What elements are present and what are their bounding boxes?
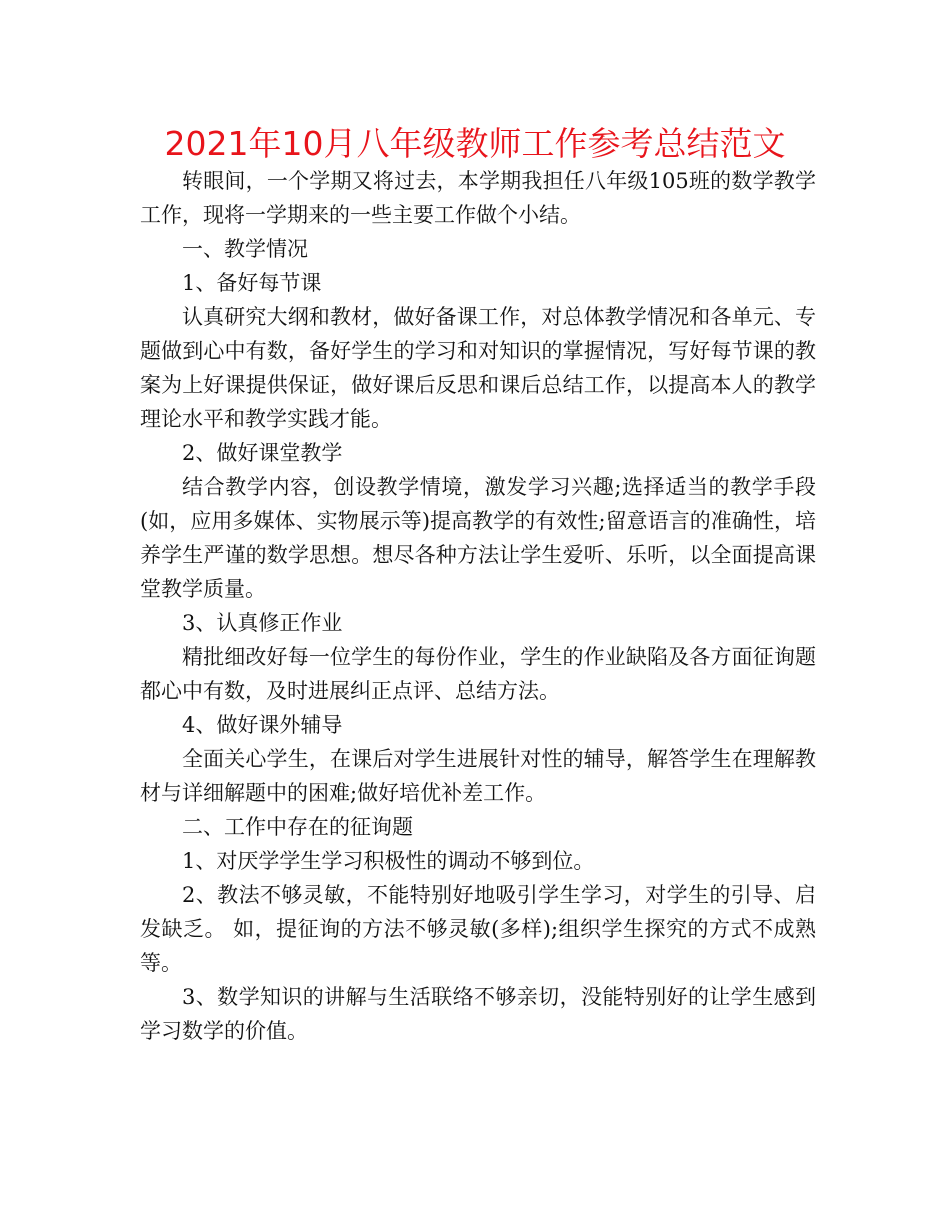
- subheading-tutoring: 4、做好课外辅导: [182, 713, 343, 737]
- paragraph-prepare-lessons: 认真研究大纲和教材，做好备课工作，对总体教学情况和各单元、专题做到心中有数，备好学生的学习和对知识的掌握情况，写好每节课的教案为上好课提供保证，做好课后反思和课后总结工作，以提高本人的教学理论水平和教学实践才能。: [140, 305, 816, 431]
- subheading-homework: 3、认真修正作业: [182, 611, 343, 635]
- paragraph-problem-1: 1、对厌学学生学习积极性的调动不够到位。: [182, 849, 595, 873]
- paragraph-intro: 转眼间，一个学期又将过去，本学期我担任八年级105班的数学教学工作，现将一学期来的一些主要工作做个小结。: [140, 169, 816, 227]
- subheading-prepare-lessons: 1、备好每节课: [182, 271, 322, 295]
- paragraph-problem-3: 3、数学知识的讲解与生活联络不够亲切，没能特别好的让学生感到学习数学的价值。: [140, 985, 816, 1043]
- document-title: 2021年10月八年级教师工作参考总结范文: [164, 124, 786, 163]
- heading-teaching-situation: 一、教学情况: [182, 237, 308, 261]
- heading-existing-problems: 二、工作中存在的征询题: [182, 815, 413, 839]
- paragraph-classroom-teaching: 结合教学内容，创设教学情境，激发学习兴趣;选择适当的教学手段(如，应用多媒体、实物展示等)提高教学的有效性;留意语言的准确性，培养学生严谨的数学思想。想尽各种方法让学生爱听、乐听，以全面提高课堂教学质量。: [140, 475, 816, 601]
- paragraph-tutoring: 全面关心学生，在课后对学生进展针对性的辅导，解答学生在理解教材与详细解题中的困难;做好培优补差工作。: [140, 747, 816, 805]
- document-body: [140, 164, 816, 1048]
- paragraph-problem-2: 2、教法不够灵敏，不能特别好地吸引学生学习，对学生的引导、启发缺乏。 如，提征询的方法不够灵敏(多样);组织学生探究的方式不成熟等。: [140, 883, 816, 975]
- subheading-classroom-teaching: 2、做好课堂教学: [182, 441, 343, 465]
- paragraph-homework: 精批细改好每一位学生的每份作业，学生的作业缺陷及各方面征询题都心中有数，及时进展纠正点评、总结方法。: [140, 645, 816, 703]
